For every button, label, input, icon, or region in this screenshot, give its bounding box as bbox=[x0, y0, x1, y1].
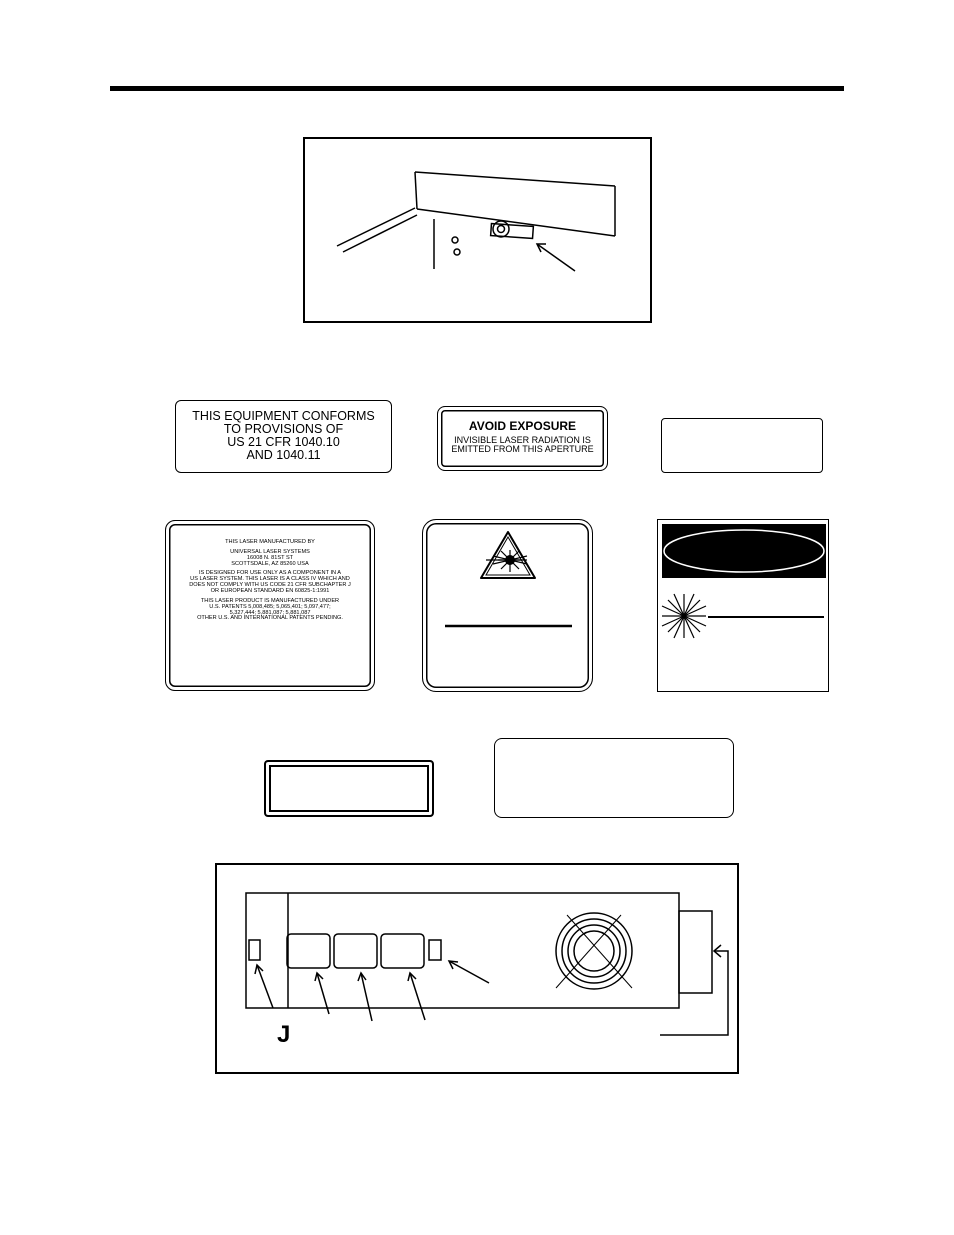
identification-heading: SCOTTSDALE, AZ 85260 USA bbox=[231, 560, 309, 567]
identification-body: OR EUROPEAN STANDARD EN 60825-1:1991 bbox=[210, 588, 330, 595]
identification-heading: 16008 N. 81ST ST bbox=[246, 554, 294, 561]
identification-patent: U.S. PATENTS 5,008,485; 5,065,401; 5,097,477; bbox=[209, 603, 331, 610]
danger-label bbox=[657, 519, 829, 692]
identification-patent: THIS LASER PRODUCT IS MANUFACTURED UNDER bbox=[200, 597, 340, 604]
laser-tube-figure bbox=[215, 863, 739, 1074]
certification-line: US 21 CFR 1040.10 bbox=[227, 435, 340, 450]
machine-corner-drawing bbox=[305, 139, 654, 325]
machine-location-figure bbox=[303, 137, 652, 323]
identification-heading: THIS LASER MANUFACTURED BY bbox=[225, 539, 315, 545]
laser-warning-label bbox=[422, 519, 593, 692]
aperture-label bbox=[437, 406, 608, 471]
certification-line: THIS EQUIPMENT CONFORMS bbox=[192, 409, 375, 423]
identification-patent: OTHER U.S. AND INTERNATIONAL PATENTS PENDING. bbox=[197, 615, 343, 622]
identification-heading: UNIVERSAL LASER SYSTEMS bbox=[230, 548, 310, 555]
certification-label bbox=[175, 400, 392, 473]
danger-label-graphic bbox=[658, 520, 830, 693]
certification-line: AND 1040.11 bbox=[246, 448, 321, 463]
laser-tube-drawing bbox=[217, 865, 741, 1076]
blank-label-wide bbox=[494, 738, 734, 818]
identification-body: IS DESIGNED FOR USE ONLY AS A COMPONENT IN A bbox=[198, 570, 342, 577]
blank-label-framed bbox=[264, 760, 434, 817]
identification-patent: 5,327,444; 5,881,087; 5,881,087 bbox=[229, 609, 311, 616]
aperture-title: AVOID EXPOSURE bbox=[468, 419, 577, 433]
top-rule bbox=[110, 86, 844, 91]
callout-j: J bbox=[277, 1021, 291, 1048]
aperture-line: EMITTED FROM THIS APERTURE bbox=[451, 444, 594, 455]
certification-line: TO PROVISIONS OF bbox=[223, 422, 344, 437]
blank-label-small bbox=[661, 418, 823, 473]
laser-hazard-symbol bbox=[423, 520, 594, 693]
identification-body: US LASER SYSTEM. THIS LASER IS A CLASS IV WHICH AND bbox=[190, 576, 350, 583]
identification-label bbox=[165, 520, 375, 691]
aperture-line: INVISIBLE LASER RADIATION IS bbox=[454, 434, 591, 445]
identification-body: DOES NOT COMPLY WITH US CODE 21 CFR SUBCHAPTER J bbox=[189, 582, 351, 589]
